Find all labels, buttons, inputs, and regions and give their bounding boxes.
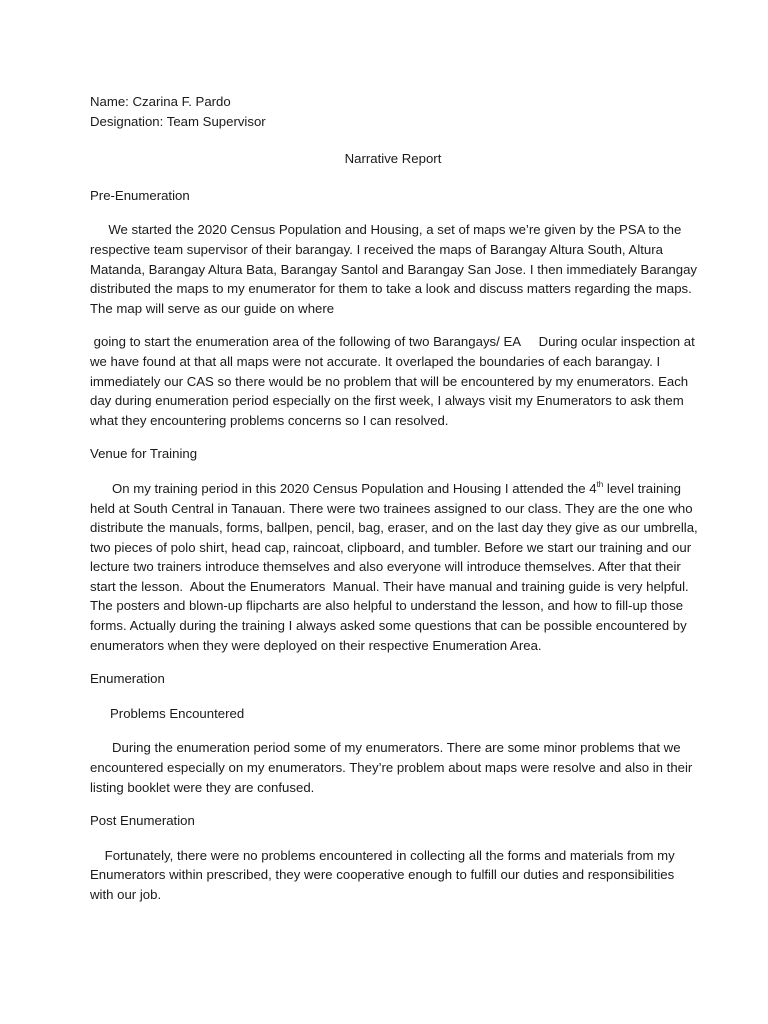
- text-line: distribute the manuals, forms, ballpen, pencil, bag, eraser, and on the last day they give as our umbrella,: [90, 520, 698, 536]
- text-line: Matanda, Barangay Altura Bata, Barangay Santol and Barangay San Jose. I then immediately Barangay: [90, 261, 698, 277]
- paragraph-enumeration: [90, 738, 693, 797]
- text-line: The map will serve as our guide on where: [90, 300, 335, 316]
- text-line: distributed the maps to my enumerator for them to take a look and discuss matters regarding the maps.: [90, 281, 692, 297]
- text-line: Fortunately, there were no problems encountered in collecting all the forms and materials from my: [90, 847, 675, 863]
- text-line: Enumerators within prescribed, they were cooperative enough to fulfill our duties and responsibilities: [90, 867, 675, 883]
- section-heading-pre-enumeration: Pre-Enumeration: [90, 187, 190, 203]
- text-line: held at South Central in Tanauan. There were two trainees assigned to our class. They are the one who: [90, 500, 693, 516]
- report-title: Narrative Report: [344, 151, 442, 167]
- text-line: we have found at that all maps were not accurate. It overlaped the boundaries of each barangay. I: [90, 353, 661, 369]
- text-line: two pieces of polo shirt, head cap, raincoat, clipboard, and tumbler. Before we start our training and our: [90, 539, 692, 555]
- ordinal-superscript: th: [596, 479, 604, 489]
- text-line: listing booklet were they are confused.: [90, 779, 315, 795]
- text-fragment: level training: [603, 480, 681, 496]
- text-line: We started the 2020 Census Population and Housing, a set of maps we’re given by the PSA to the: [90, 222, 682, 238]
- document-page: [90, 92, 698, 919]
- paragraph-pre-enumeration-2: [90, 332, 695, 430]
- text-line: forms. Actually during the training I always asked some questions that can be possible encountered by: [90, 618, 687, 634]
- author-name: Name: Czarina F. Pardo: [90, 94, 231, 109]
- paragraph-pre-enumeration-1: [90, 220, 698, 318]
- author-block: [90, 92, 690, 131]
- text-fragment: On my training period in this 2020 Census Population and Housing I attended the 4: [90, 480, 597, 496]
- text-line: going to start the enumeration area of the following of two Barangays/ EA During ocular inspection at: [90, 334, 695, 350]
- text-line: The posters and blown-up flipcharts are also helpful to understand the lesson, and how to fill-up those: [90, 598, 684, 614]
- text-line: respective team supervisor of their barangay. I received the maps of Barangay Altura South, Altura: [90, 241, 663, 257]
- text-line: with our job.: [90, 887, 162, 902]
- paragraph-venue: [90, 479, 698, 655]
- section-heading-enumeration: Enumeration: [90, 671, 165, 687]
- author-designation: Designation: Team Supervisor: [90, 113, 266, 129]
- text-line: [90, 479, 690, 499]
- subheading-problems-encountered: Problems Encountered: [110, 705, 245, 721]
- section-heading-venue: Venue for Training: [90, 446, 198, 462]
- text-line: what they encountering problems concerns so I can resolved.: [90, 412, 449, 428]
- section-heading-post-enumeration: Post Enumeration: [90, 813, 195, 829]
- text-line: day during enumeration period especially on the first week, I always visit my Enumerators to ask them: [90, 393, 684, 409]
- text-line: lecture two trainers introduce themselves and also everyone will introduce themselves. After that their: [90, 559, 681, 575]
- text-line: start the lesson. About the Enumerators Manual. Their have manual and training guide is very helpful.: [90, 578, 689, 594]
- text-line: During the enumeration period some of my enumerators. There are some minor problems that we: [90, 740, 681, 756]
- text-line: enumerators when they were deployed on their respective Enumeration Area.: [90, 637, 542, 653]
- text-line: encountered especially on my enumerators. They’re problem about maps were resolve and also in their: [90, 760, 693, 776]
- paragraph-post-enumeration: [90, 846, 690, 905]
- text-line: immediately our CAS so there would be no problem that will be encountered by my enumerators. Each: [90, 373, 689, 389]
